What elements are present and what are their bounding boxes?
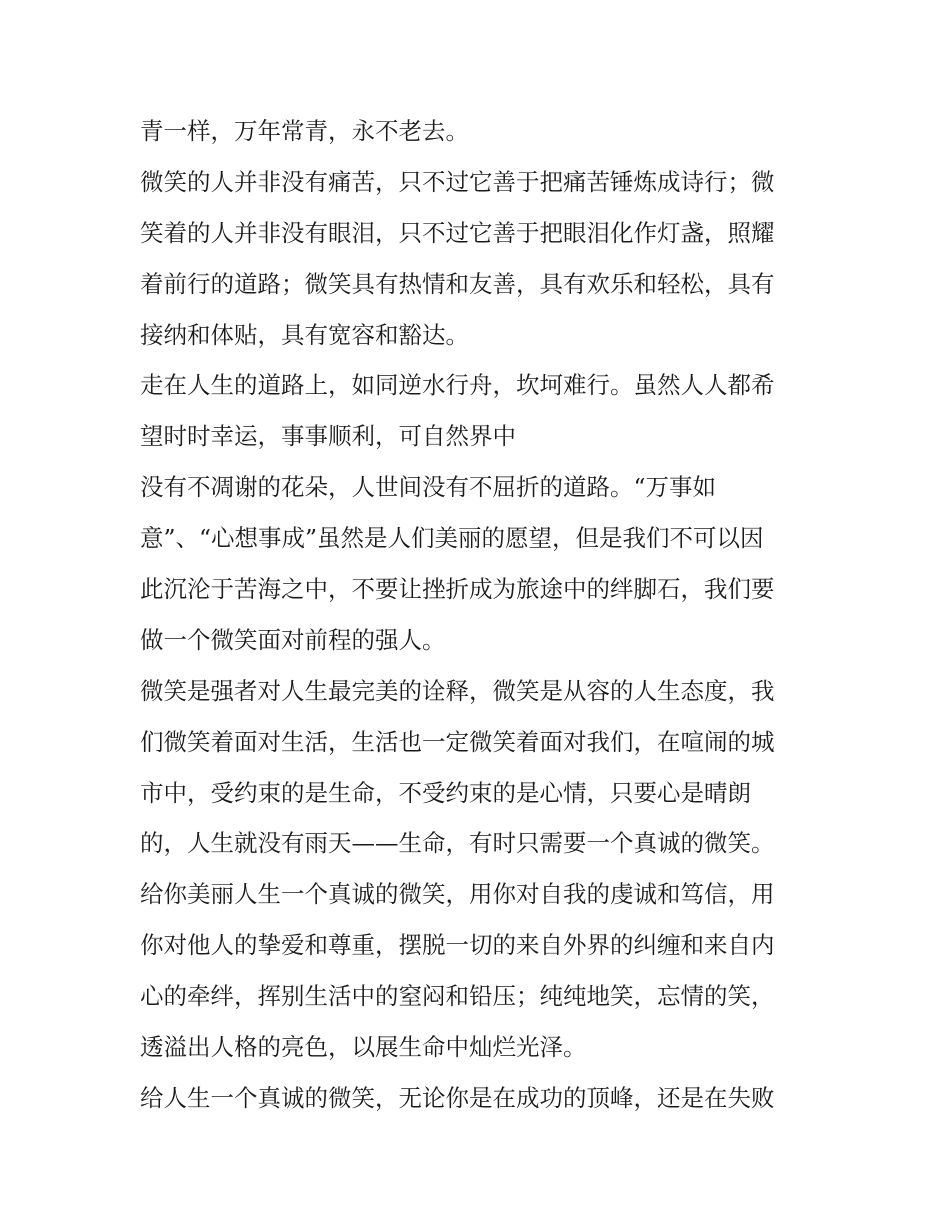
text-line: 望时时幸运，事事顺利，可自然界中 bbox=[140, 422, 516, 451]
text-line: 没有不凋谢的花朵，人世间没有不屈折的道路。“万事如 bbox=[140, 473, 717, 502]
text-line: 心的牵绊，挥别生活中的窒闷和铅压；纯纯地笑，忘情的笑， bbox=[140, 982, 775, 1011]
text-line: 青一样，万年常青，永不老去。 bbox=[140, 117, 469, 145]
text-line: 市中，受约束的是生命，不受约束的是心情，只要心是晴朗 bbox=[140, 778, 751, 807]
text-line: 你对他人的挚爱和尊重，摆脱一切的来自外界的纠缠和来自内 bbox=[140, 931, 775, 960]
text-line: 走在人生的道路上，如同逆水行舟，坎坷难行。虽然人人都希 bbox=[140, 371, 775, 400]
text-line: 微笑是强者对人生最完美的诠释，微笑是从容的人生态度，我 bbox=[140, 676, 775, 705]
text-line: 做一个微笑面对前程的强人。 bbox=[140, 625, 446, 654]
text-line: 笑着的人并非没有眼泪，只不过它善于把眼泪化作灯盏，照耀 bbox=[140, 218, 775, 247]
text-line: 着前行的道路；微笑具有热情和友善，具有欢乐和轻松，具有 bbox=[140, 269, 775, 298]
text-line: 微笑的人并非没有痛苦，只不过它善于把痛苦锤炼成诗行；微 bbox=[140, 167, 775, 196]
text-line: 此沉沦于苦海之中，不要让挫折成为旅途中的绊脚石，我们要 bbox=[140, 575, 775, 604]
text-line: 透溢出人格的亮色，以展生命中灿烂光泽。 bbox=[140, 1033, 587, 1062]
text-line: 给你美丽人生一个真诚的微笑，用你对自我的虔诚和笃信，用 bbox=[140, 880, 775, 909]
document-body bbox=[140, 106, 820, 1124]
text-line: 给人生一个真诚的微笑，无论你是在成功的顶峰，还是在失败 bbox=[140, 1083, 775, 1112]
text-line: 意”、“心想事成”虽然是人们美丽的愿望，但是我们不可以因 bbox=[140, 524, 764, 553]
text-line: 的，人生就没有雨天——生命，有时只需要一个真诚的微笑。 bbox=[140, 829, 775, 858]
text-line: 接纳和体贴，具有宽容和豁达。 bbox=[140, 320, 469, 349]
text-line: 们微笑着面对生活，生活也一定微笑着面对我们，在喧闹的城 bbox=[140, 727, 775, 756]
